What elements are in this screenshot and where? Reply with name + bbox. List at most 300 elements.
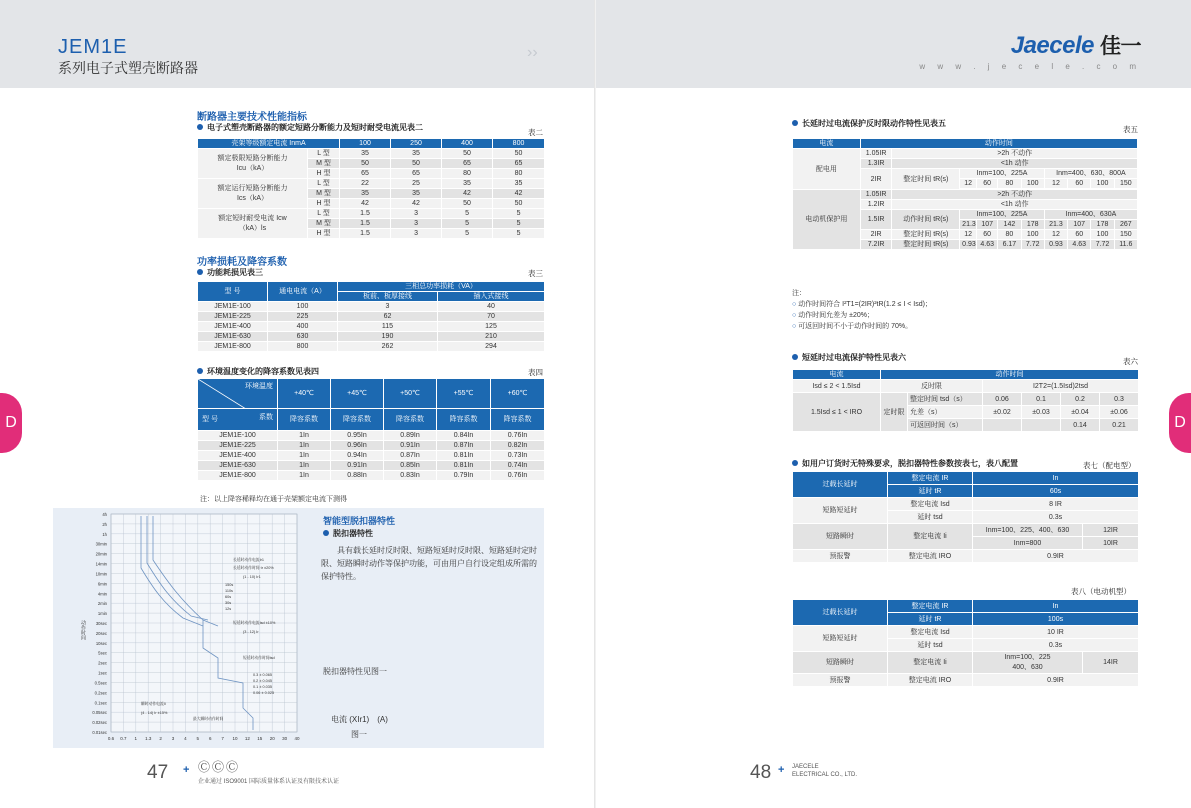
t5-cell: 107 — [977, 220, 998, 230]
t7-cell: 整定电流 IRO — [888, 550, 973, 563]
curve-annotation: 110s — [225, 589, 233, 593]
t2-cell: 65 — [340, 169, 391, 179]
t3-cell: 100 — [268, 302, 338, 312]
table8-number: 表八（电动机型） — [1071, 587, 1131, 596]
t5-cell: 2IR — [860, 230, 892, 240]
t4-h-corner-bottom — [198, 409, 278, 431]
table7 — [792, 471, 1139, 563]
t8-cell: 过载长延时 — [793, 600, 888, 626]
t6-cell: 0.14 — [1061, 419, 1100, 432]
plus-icon: + — [778, 764, 785, 776]
x-tick-label: 40 — [294, 736, 300, 741]
t6-cell: I2T2=(1.5Isd)2tsd — [983, 380, 1139, 393]
y-axis-label: 动作时间 — [80, 620, 86, 640]
x-tick-label: 5 — [196, 736, 200, 741]
t8-cell: 100s — [973, 613, 1139, 626]
t4-cell: 0.83In — [384, 471, 437, 481]
table5-notes — [792, 288, 932, 332]
t2-group-label: 额定运行短路分断能力 Ics（kA） — [198, 179, 308, 209]
t4-cell: JEM1E-630 — [198, 461, 278, 471]
t6-cell: Isd ≤ 2 < 1.5Isd — [793, 380, 881, 393]
table-row — [198, 461, 545, 471]
t2-header: 800 — [493, 139, 545, 149]
section-power-heading: 功率损耗及降容系数 — [197, 257, 287, 268]
t2-cell: 5 — [442, 209, 493, 219]
t3-cell: 630 — [268, 332, 338, 342]
t7-cell: 8 IR — [973, 498, 1139, 511]
t8-cell: 0.3s — [973, 639, 1139, 652]
y-tick-label: 4min — [97, 591, 107, 597]
t2-cell: L 型 — [308, 149, 340, 159]
t2-cell: 1.5 — [340, 229, 391, 239]
t2-cell: 80 — [442, 169, 493, 179]
right-page — [596, 0, 1191, 808]
release-title: 智能型脱扣器特性 — [323, 516, 396, 526]
t2-cell: 50 — [391, 159, 442, 169]
t2-cell: 35 — [442, 179, 493, 189]
t4-cell: 1In — [278, 451, 331, 461]
right-banner — [596, 0, 1191, 88]
table-row — [198, 209, 545, 219]
t7-cell: 延时 tsd — [888, 511, 973, 524]
table-row — [198, 342, 545, 352]
t5-cell: 4.63 — [1068, 240, 1091, 250]
note-line: ○ 动作时间允差为 ±20%； — [792, 312, 874, 319]
t2-group-label: 额定短时耐受电流 Icw （kA）ls — [198, 209, 308, 239]
curve-annotation: 150s — [225, 583, 234, 587]
y-tick-label: 0.2sec — [94, 690, 107, 696]
t5-cell: 107 — [1068, 220, 1091, 230]
x-tick-label: 15 — [257, 736, 263, 741]
t4-cell: JEM1E-800 — [198, 471, 278, 481]
t4-sub: 降容系数 — [384, 409, 437, 431]
brand-url: w w w . j e c e l e . c o m — [919, 62, 1141, 71]
t4-cell: JEM1E-400 — [198, 451, 278, 461]
t3-cell: 190 — [338, 332, 438, 342]
t8-cell: 14IR — [1083, 652, 1139, 674]
t3-cell: 115 — [338, 322, 438, 332]
t5-cell: 6.17 — [998, 240, 1021, 250]
y-tick-label: 20min — [95, 551, 107, 557]
t7-cell: 0.3s — [973, 511, 1139, 524]
t5-cell: 0.93 — [1044, 240, 1067, 250]
t7-cell: 过载长延时 — [793, 472, 888, 498]
t5-cell: 1.5IR — [860, 210, 892, 230]
t6-cell — [983, 419, 1022, 432]
t2-header: 100 — [340, 139, 391, 149]
t5-cell: 60 — [977, 230, 998, 240]
t7-cell: 延时 tR — [888, 485, 973, 498]
x-tick-label: 10 — [232, 736, 238, 741]
release-sub: 脱扣器特性 — [323, 528, 373, 539]
t3-cell: JEM1E-225 — [198, 312, 268, 322]
t4-cell: 0.73In — [491, 451, 545, 461]
t3-cell: 225 — [268, 312, 338, 322]
curve-annotation: 12s — [225, 607, 232, 611]
t6-cell: 可返回时间（s） — [908, 419, 983, 432]
bullet-icon — [792, 460, 798, 466]
t5-cell: 100 — [1091, 179, 1114, 189]
t2-cell: 35 — [391, 149, 442, 159]
y-tick-label: 4h — [102, 512, 107, 517]
t4-cell: 1In — [278, 471, 331, 481]
t4-h-coef: 系数 — [259, 414, 273, 421]
t4-cell: 0.84In — [437, 431, 491, 441]
t7-cell: 整定电流 IR — [888, 472, 973, 485]
curve-annotation: (3 - 12) Ir — [243, 630, 259, 634]
t2-cell: 50 — [442, 149, 493, 159]
t6-cell: 0.06 — [983, 393, 1022, 406]
table-row — [198, 441, 545, 451]
t2-cell: M 型 — [308, 189, 340, 199]
y-tick-label: 0.5sec — [94, 680, 107, 686]
t6-cell: 0.1 — [1022, 393, 1061, 406]
t4-temp: +60℃ — [491, 379, 545, 409]
t8-cell: 延时 tsd — [888, 639, 973, 652]
table7-number: 表七（配电型） — [1083, 461, 1136, 470]
t5-cell: 1.05IR — [860, 149, 892, 159]
t5-cell: 60 — [1068, 230, 1091, 240]
y-tick-label: 1h — [102, 531, 107, 537]
t4-cell: 0.87In — [384, 451, 437, 461]
t5-cell: 267 — [1114, 220, 1137, 230]
t2-cell: 65 — [391, 169, 442, 179]
t2-header: 250 — [391, 139, 442, 149]
table3-heading: 功能耗损见表三 — [197, 267, 263, 278]
y-tick-label: 5sec — [98, 650, 107, 656]
x-tick-label: 30 — [282, 736, 288, 741]
page-number-right: 48 — [750, 762, 772, 783]
t2-cell: H 型 — [308, 229, 340, 239]
x-tick-label: 20 — [269, 736, 275, 741]
t3-cell: 3 — [338, 302, 438, 312]
t5-cell: 11.6 — [1114, 240, 1137, 250]
table-row — [198, 312, 545, 322]
t5-cell: 动作时间 tR(s) — [892, 210, 960, 230]
y-tick-label: 10min — [95, 571, 107, 577]
table3 — [197, 281, 545, 352]
t5-dist: 配电用 — [793, 149, 861, 190]
t2-header: 400 — [442, 139, 493, 149]
t6-h-time: 动作时间 — [881, 370, 1139, 380]
t5-cell: 7.72 — [1021, 240, 1044, 250]
t6-cell: 0.21 — [1100, 419, 1139, 432]
table4-number: 表四 — [528, 368, 543, 377]
t5-cell: 2IR — [860, 169, 892, 190]
t5-cell: 150 — [1114, 179, 1137, 189]
table4 — [197, 378, 545, 481]
t8-cell: 整定电流 IR — [888, 600, 973, 613]
t7-cell: Inm=100、225、400、630 — [973, 524, 1083, 537]
table2-number: 表二 — [528, 128, 543, 137]
t8-cell: 整定电流 IRO — [888, 674, 973, 687]
t5-cell: 80 — [998, 230, 1021, 240]
curve-annotation: 0.1 ± 0.035 — [253, 685, 272, 689]
bullet-icon — [792, 120, 798, 126]
table-row — [198, 451, 545, 461]
section-tab-d[interactable]: D — [1169, 393, 1191, 453]
t5-cell: 178 — [1021, 220, 1044, 230]
t4-cell: 0.85In — [384, 461, 437, 471]
t6-h-current: 电流 — [793, 370, 881, 380]
curve-annotation: 瞬时动作电流Ii — [141, 702, 166, 706]
t6-cell: 定时限 — [881, 393, 908, 432]
t2-cell: 42 — [493, 189, 545, 199]
t2-cell: 50 — [442, 199, 493, 209]
table3-number: 表三 — [528, 269, 543, 278]
t5-cell: 12 — [1044, 179, 1067, 189]
y-tick-label: 20sec — [95, 630, 107, 636]
t5-cell: Inm=400、630、800A — [1044, 169, 1137, 179]
t2-cell: 42 — [391, 199, 442, 209]
cert-icons: ⒸⒸⒸ — [198, 760, 241, 774]
table-row — [198, 431, 545, 441]
brand — [919, 30, 1141, 71]
t2-cell: 3 — [391, 209, 442, 219]
x-tick-label: 6 — [208, 736, 212, 741]
t4-cell: 0.81In — [437, 451, 491, 461]
bullet-icon — [197, 269, 203, 275]
x-tick-label: 12 — [244, 736, 250, 741]
y-tick-label: 2sec — [98, 660, 107, 666]
t2-cell: 65 — [442, 159, 493, 169]
t3-cell: 70 — [438, 312, 545, 322]
y-tick-label: 0.01sec — [92, 730, 107, 735]
table4-note: 注：以上降容稀释均在通于壳架额定电流下测得 — [200, 496, 347, 503]
t5-cell: 1.2IR — [860, 200, 892, 210]
t8-cell: 短路短延时 — [793, 626, 888, 652]
table-row — [198, 471, 545, 481]
t6-cell: ±0.06 — [1100, 406, 1139, 419]
table-row — [198, 179, 545, 189]
t3-cell: 262 — [338, 342, 438, 352]
t5-cell: Inm=400、630A — [1044, 210, 1137, 220]
table6-number: 表六 — [1123, 357, 1138, 366]
product-title: JEM1E — [58, 36, 128, 58]
t4-sub: 降容系数 — [491, 409, 545, 431]
t4-cell: JEM1E-225 — [198, 441, 278, 451]
t4-cell: 0.91In — [331, 461, 384, 471]
t2-cell: H 型 — [308, 199, 340, 209]
x-tick-label: 2 — [159, 736, 162, 741]
t5-cell: 21.3 — [960, 220, 977, 230]
table-row — [198, 332, 545, 342]
y-tick-label: 2h — [102, 521, 107, 527]
curve-annotation: (4 - 14) Ir ±15% — [141, 711, 168, 715]
table-row — [198, 322, 545, 332]
bullet-icon — [792, 354, 798, 360]
table2 — [197, 138, 545, 239]
t4-h-corner — [198, 379, 278, 409]
t6-cell — [1022, 419, 1061, 432]
t7-cell: In — [973, 472, 1139, 485]
t5-cell: 7.2IR — [860, 240, 892, 250]
t3-cell: JEM1E-400 — [198, 322, 268, 332]
t3-cell: 800 — [268, 342, 338, 352]
t2-cell: 25 — [391, 179, 442, 189]
section-main-heading: 断路器主要技术性能指标 — [197, 112, 307, 123]
t3-cell: JEM1E-800 — [198, 342, 268, 352]
t3-cell: 125 — [438, 322, 545, 332]
y-tick-label: 30min — [95, 541, 107, 547]
t4-sub: 降容系数 — [278, 409, 331, 431]
y-tick-label: 10sec — [95, 640, 107, 646]
left-banner — [0, 0, 595, 88]
t2-cell: 5 — [442, 219, 493, 229]
y-tick-label: 2min — [97, 601, 107, 607]
t5-cell: >2h 不动作 — [892, 149, 1138, 159]
t7-cell: 预报警 — [793, 550, 888, 563]
release-paragraph: 具有载长延时反时限、短路短延时反时限、短路延时定时限、短路瞬时动作等保护功能，可由用户自行设定组成所需的保护特性。 — [321, 546, 537, 581]
t7-cell: 短路瞬时 — [793, 524, 888, 550]
t6-cell: 整定时间 tsd（s） — [908, 393, 983, 406]
y-tick-label: 6min — [97, 581, 107, 587]
t2-cell: 65 — [493, 159, 545, 169]
t2-cell: 1.5 — [340, 209, 391, 219]
y-tick-label: 30sec — [95, 621, 107, 626]
t4-cell: 1In — [278, 461, 331, 471]
t5-cell: 100 — [1021, 230, 1044, 240]
table4-heading: 环境温度变化的降容系数见表四 — [197, 366, 319, 377]
t3-h-model: 型 号 — [198, 282, 268, 302]
x-tick-label: 0.6 — [107, 736, 115, 741]
x-tick-label: 4 — [184, 736, 187, 741]
curve-annotation: 60s — [225, 595, 232, 599]
t5-cell: 12 — [960, 230, 977, 240]
bullet-icon — [197, 124, 203, 130]
left-page — [0, 0, 595, 808]
y-tick-label: 0.05sec — [92, 710, 107, 716]
company-line1: JAECELE — [792, 764, 819, 770]
t5-cell: 整定时间 tR(s) — [892, 240, 960, 250]
t7-cell: 10IR — [1083, 537, 1139, 550]
company-line2: ELECTRICAL CO., LTD. — [792, 772, 858, 778]
t5-h-time: 动作时间 — [860, 139, 1137, 149]
chevron-right-icon: ›› — [527, 44, 538, 61]
t4-sub: 降容系数 — [437, 409, 491, 431]
t2-cell: 50 — [493, 199, 545, 209]
figure-label: 图一 — [351, 730, 367, 739]
bullet-icon — [323, 530, 329, 536]
t5-cell: 80 — [998, 179, 1021, 189]
t6-cell: 1.5Isd ≤ 1 < IRO — [793, 393, 881, 432]
t6-cell: 0.2 — [1061, 393, 1100, 406]
t5-cell: 7.72 — [1091, 240, 1114, 250]
note-line: ○ 动作时间符合 I²T1=(2IR)²tR(1.2 ≤ I < Isd)； — [792, 301, 932, 308]
t5-cell: 60 — [977, 179, 998, 189]
x-tick-label: 1.3 — [145, 736, 152, 741]
t8-cell: 短路瞬时 — [793, 652, 888, 674]
y-tick-label: 1sec — [98, 670, 107, 676]
release-see: 脱扣器特性见图一 — [323, 667, 387, 676]
t2-header: 壳架等级额定电流 InmA — [198, 139, 340, 149]
y-tick-label: 14min — [95, 561, 107, 567]
t7-cell: 短路短延时 — [793, 498, 888, 524]
x-axis-label: 电流 (XIr1) (A) — [331, 715, 388, 724]
t4-cell: 0.82In — [491, 441, 545, 451]
t2-cell: 42 — [340, 199, 391, 209]
t5-cell: 178 — [1091, 220, 1114, 230]
t8-cell: Inm=100、225 400、630 — [973, 652, 1083, 674]
t5-cell: 12 — [960, 179, 977, 189]
x-tick-label: 1 — [134, 736, 138, 741]
t5-motor: 电动机保护用 — [793, 190, 861, 250]
bullet-icon — [197, 368, 203, 374]
t5-cell: 0.93 — [960, 240, 977, 250]
t4-cell: 0.87In — [437, 441, 491, 451]
t6-cell: ±0.04 — [1061, 406, 1100, 419]
note-line: ○ 可返回时间不小于动作时间的 70%。 — [792, 323, 913, 330]
t2-cell: 5 — [493, 229, 545, 239]
t4-cell: 1In — [278, 431, 331, 441]
table2-heading: 电子式塑壳断路器的额定短路分断能力及短时耐受电流见表二 — [197, 122, 423, 133]
t4-cell: 1In — [278, 441, 331, 451]
t5-cell: 1.3IR — [860, 159, 892, 169]
t8-cell: 预报警 — [793, 674, 888, 687]
note-line: 注： — [792, 290, 806, 297]
plus-icon: + — [183, 764, 190, 776]
table7-heading: 如用户订货时无特殊要求，脱扣器特性参数按表七，表八配置 — [792, 458, 1018, 469]
t8-cell: 整定电流 Isd — [888, 626, 973, 639]
product-subtitle: 系列电子式塑壳断路器 — [58, 60, 198, 76]
y-tick-label: 1min — [97, 611, 107, 617]
t5-cell: Inm=100、225A — [960, 210, 1045, 220]
x-tick-label: 7 — [221, 736, 224, 741]
t2-cell: 22 — [340, 179, 391, 189]
t4-cell: 0.96In — [331, 441, 384, 451]
trip-curve-chart — [53, 508, 303, 748]
t8-cell: 延时 tR — [888, 613, 973, 626]
t4-cell: 0.76In — [491, 471, 545, 481]
t4-sub: 降容系数 — [331, 409, 384, 431]
t5-cell: 整定时间 tR(s) — [892, 169, 960, 190]
t3-cell: 400 — [268, 322, 338, 332]
table6-heading: 短延时过电流保护特性见表六 — [792, 352, 906, 363]
t4-cell: 0.89In — [384, 431, 437, 441]
t3-cell: 40 — [438, 302, 545, 312]
t4-h-env: 环境温度 — [245, 383, 273, 390]
t3-cell: JEM1E-630 — [198, 332, 268, 342]
t2-cell: 42 — [442, 189, 493, 199]
t2-cell: 50 — [340, 159, 391, 169]
t7-cell: 整定电流 Ii — [888, 524, 973, 550]
t3-cell: 62 — [338, 312, 438, 322]
t4-cell: 0.95In — [331, 431, 384, 441]
t5-cell: >2h 不动作 — [892, 190, 1138, 200]
t6-cell: ±0.03 — [1022, 406, 1061, 419]
t5-cell: 4.63 — [977, 240, 998, 250]
curve-annotation: 30s — [225, 601, 232, 605]
section-tab-d[interactable]: D — [0, 393, 22, 453]
table-row — [198, 149, 545, 159]
page-number-left: 47 — [147, 762, 169, 783]
t4-cell: 0.79In — [437, 471, 491, 481]
t4-temp: +45℃ — [331, 379, 384, 409]
t3-cell: 294 — [438, 342, 545, 352]
x-tick-label: 0.7 — [120, 736, 127, 741]
table-row — [198, 302, 545, 312]
t5-cell: 60 — [1068, 179, 1091, 189]
t2-cell: L 型 — [308, 209, 340, 219]
table-row — [198, 139, 545, 149]
t8-cell: 整定电流 Ii — [888, 652, 973, 674]
t7-cell: 60s — [973, 485, 1139, 498]
t2-cell: 35 — [340, 149, 391, 159]
t4-temp: +40℃ — [278, 379, 331, 409]
t4-cell: 0.76In — [491, 431, 545, 441]
t5-h-current: 电流 — [793, 139, 861, 149]
curve-annotation: 长延时动作电流Ir1 — [233, 558, 265, 562]
